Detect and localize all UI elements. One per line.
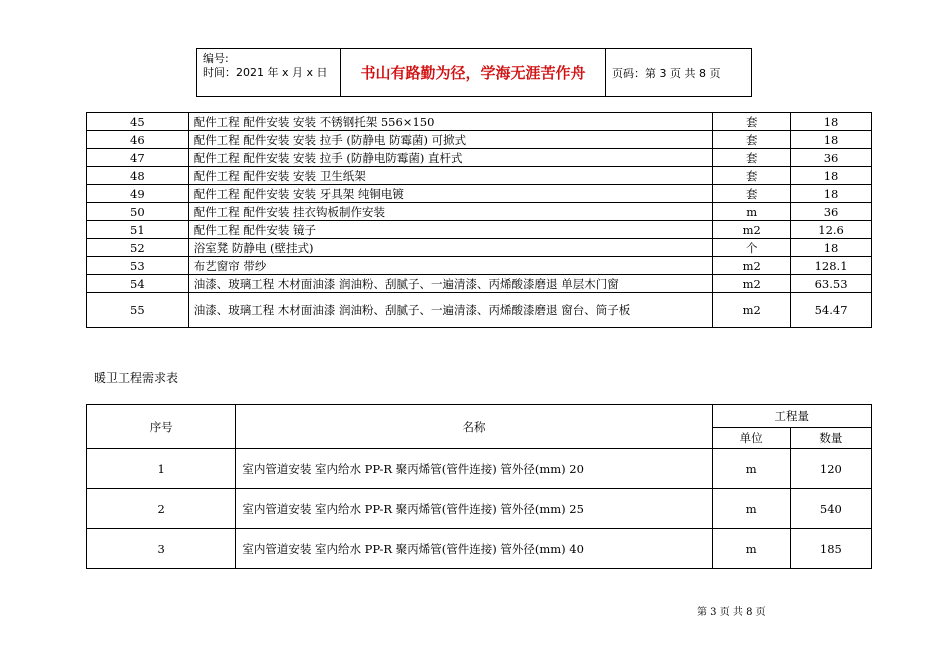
row-name: 配件工程 配件安装 安装 不锈钢托架 556×150 [188,113,713,131]
row-quantity: 128.1 [791,257,872,275]
header-unit: 单位 [712,428,790,449]
row-quantity: 54.47 [791,293,872,328]
row-number: 52 [87,239,189,257]
row-unit: m2 [713,221,791,239]
row-quantity: 18 [791,239,872,257]
row-quantity: 18 [791,185,872,203]
table-row [87,293,872,328]
row-unit: m2 [713,257,791,275]
row-quantity: 18 [791,167,872,185]
row-number: 48 [87,167,189,185]
row-number: 55 [87,293,189,328]
header-qty: 数量 [790,428,871,449]
row-unit: 套 [713,185,791,203]
row-unit: m [712,449,790,489]
row-quantity: 12.6 [791,221,872,239]
row-unit: 套 [713,149,791,167]
row-name: 油漆、玻璃工程 木材面油漆 润油粉、刮腻子、一遍清漆、丙烯酸漆磨退 窗台、筒子板 [188,293,713,328]
row-unit: 个 [713,239,791,257]
table-row [87,257,872,275]
plumbing-table-body [87,449,872,569]
row-unit: m [713,203,791,221]
table-row [87,203,872,221]
row-number: 49 [87,185,189,203]
table-row [87,529,872,569]
row-quantity: 185 [790,529,871,569]
row-name: 室内管道安装 室内给水 PP-R 聚丙烯管(管件连接) 管外径(mm) 25 [236,489,712,529]
table-row [87,221,872,239]
table-row [87,149,872,167]
row-unit: 套 [713,113,791,131]
row-name: 室内管道安装 室内给水 PP-R 聚丙烯管(管件连接) 管外径(mm) 40 [236,529,712,569]
row-quantity: 63.53 [791,275,872,293]
page-header [196,48,752,97]
row-unit: m2 [713,293,791,328]
table-row [87,131,872,149]
header-page-label: 页码：第 3 页 共 8 页 [612,66,721,80]
row-quantity: 36 [791,203,872,221]
row-number: 53 [87,257,189,275]
row-number: 3 [87,529,236,569]
table-caption: 暖卫工程需求表 [94,371,179,385]
header-no: 序号 [87,405,236,449]
table-row [87,185,872,203]
materials-table-body [87,113,872,328]
row-number: 54 [87,275,189,293]
row-name: 浴室凳 防静电 (壁挂式) [188,239,713,257]
row-number: 50 [87,203,189,221]
row-quantity: 36 [791,149,872,167]
table-row [87,489,872,529]
row-number: 1 [87,449,236,489]
number-label: 编号: [203,52,229,65]
row-unit: m [712,489,790,529]
row-number: 46 [87,131,189,149]
row-name: 配件工程 配件安装 镜子 [188,221,713,239]
row-name: 配件工程 配件安装 安装 卫生纸架 [188,167,713,185]
header-name: 名称 [236,405,712,449]
row-name: 油漆、玻璃工程 木材面油漆 润油粉、刮腻子、一遍清漆、丙烯酸漆磨退 单层木门窗 [188,275,713,293]
header-motto: 书山有路勤为径，学海无涯苦作舟 [341,49,606,96]
row-number: 45 [87,113,189,131]
row-name: 配件工程 配件安装 安装 拉手 (防静电防霉菌) 直杆式 [188,149,713,167]
row-quantity: 18 [791,131,872,149]
table-row [87,167,872,185]
table-row [87,449,872,489]
row-name: 室内管道安装 室内给水 PP-R 聚丙烯管(管件连接) 管外径(mm) 20 [236,449,712,489]
time-label: 时间：2021 年 x 月 x 日 [203,66,328,79]
row-quantity: 120 [790,449,871,489]
row-quantity: 540 [790,489,871,529]
table-row [87,113,872,131]
row-quantity: 18 [791,113,872,131]
row-number: 47 [87,149,189,167]
header-quantity-group: 工程量 [712,405,871,428]
materials-table [86,112,872,328]
row-name: 配件工程 配件安装 挂衣钩板制作安装 [188,203,713,221]
row-unit: m [712,529,790,569]
plumbing-table [86,404,872,569]
page-footer: 第 3 页 共 8 页 [697,607,766,618]
row-unit: 套 [713,131,791,149]
row-name: 配件工程 配件安装 安装 拉手 (防静电 防霉菌) 可掀式 [188,131,713,149]
row-name: 配件工程 配件安装 安装 牙具架 纯铜电镀 [188,185,713,203]
header-meta [197,49,341,96]
table-row [87,239,872,257]
row-unit: m2 [713,275,791,293]
row-number: 2 [87,489,236,529]
row-number: 51 [87,221,189,239]
table-row [87,275,872,293]
row-name: 布艺窗帘 带纱 [188,257,713,275]
row-unit: 套 [713,167,791,185]
